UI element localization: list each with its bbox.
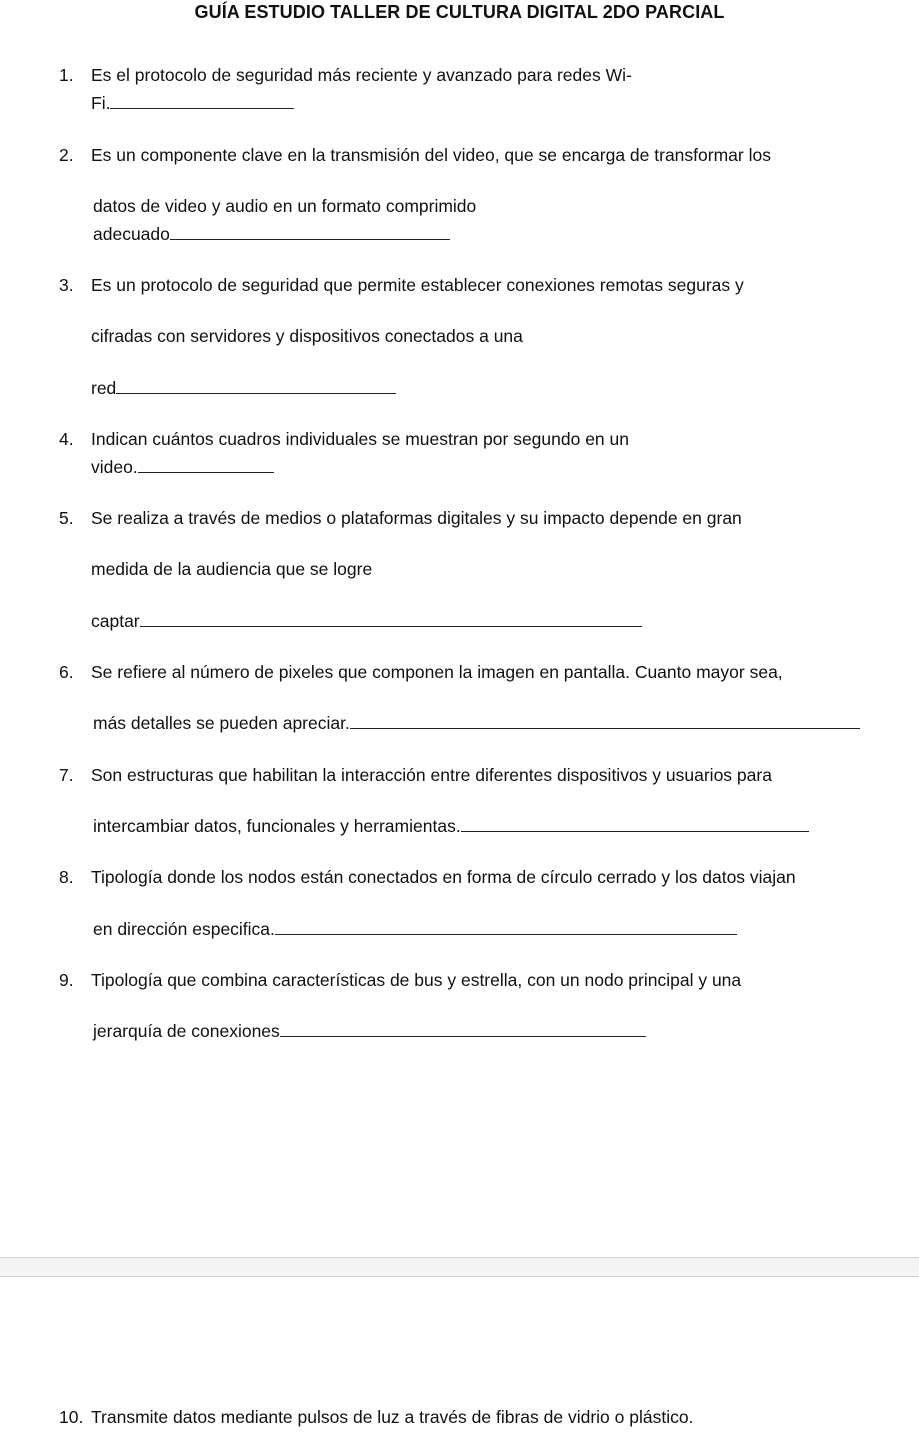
question-6-line-1: Se refiere al número de pixeles que componen la imagen en pantalla. Cuanto mayor sea,	[91, 662, 783, 682]
answer-blank-9[interactable]	[280, 1020, 646, 1037]
question-3-number: 3.	[59, 275, 74, 295]
question-3-line-3: red	[91, 376, 396, 400]
question-2-line-3: adecuado	[93, 222, 450, 246]
question-2-line-1: Es un componente clave en la transmisión del video, que se encarga de transformar los	[91, 145, 771, 165]
answer-blank-1[interactable]	[110, 92, 294, 109]
question-10-number: 10.	[59, 1407, 84, 1427]
answer-blank-4[interactable]	[138, 456, 274, 473]
question-9-line-2: jerarquía de conexiones	[93, 1019, 646, 1043]
answer-blank-6[interactable]	[350, 712, 860, 729]
question-5-line-3: captar	[91, 609, 642, 633]
document-page-2	[0, 1277, 919, 1442]
question-3-line-2: cifradas con servidores y dispositivos conectados a una	[91, 326, 523, 346]
question-8-line-1: Tipología donde los nodos están conectados en forma de círculo cerrado y los datos viajan	[91, 867, 796, 887]
question-6-line-2: más detalles se pueden apreciar.	[93, 711, 860, 735]
question-10-line-1: Transmite datos mediante pulsos de luz a través de fibras de vidrio o plástico.	[91, 1407, 694, 1427]
page-break	[0, 1257, 919, 1277]
question-3-line-1: Es un protocolo de seguridad que permite establecer conexiones remotas seguras y	[91, 275, 744, 295]
question-2-line-2: datos de video y audio en un formato comprimido	[93, 196, 477, 216]
answer-blank-2[interactable]	[170, 223, 450, 240]
answer-blank-8[interactable]	[275, 918, 737, 935]
question-2-number: 2.	[59, 145, 74, 165]
answer-blank-3[interactable]	[116, 377, 396, 394]
question-8-number: 8.	[59, 867, 74, 887]
answer-blank-5[interactable]	[140, 610, 642, 627]
question-1-line-2: Fi.	[91, 91, 294, 115]
question-7-number: 7.	[59, 765, 74, 785]
question-5-line-2: medida de la audiencia que se logre	[91, 559, 373, 579]
question-6-number: 6.	[59, 662, 74, 682]
question-9-number: 9.	[59, 970, 74, 990]
question-4-number: 4.	[59, 429, 74, 449]
answer-blank-7[interactable]	[461, 815, 809, 832]
question-9-line-1: Tipología que combina características de bus y estrella, con un nodo principal y una	[91, 970, 742, 990]
question-1-line-1: Es el protocolo de seguridad más reciente y avanzado para redes Wi-	[91, 65, 632, 85]
question-5-line-1: Se realiza a través de medios o plataformas digitales y su impacto depende en gran	[91, 508, 742, 528]
question-7-line-1: Son estructuras que habilitan la interacción entre diferentes dispositivos y usuarios para	[91, 765, 772, 785]
document-title: GUÍA ESTUDIO TALLER DE CULTURA DIGITAL 2DO PARCIAL	[194, 2, 725, 22]
question-4-line-2: video.	[91, 455, 274, 479]
question-7-line-2: intercambiar datos, funcionales y herramientas.	[93, 814, 809, 838]
question-5-number: 5.	[59, 508, 74, 528]
question-1-number: 1.	[59, 65, 74, 85]
question-4-line-1: Indican cuántos cuadros individuales se muestran por segundo en un	[91, 429, 629, 449]
question-8-line-2: en dirección especifica.	[93, 917, 737, 941]
